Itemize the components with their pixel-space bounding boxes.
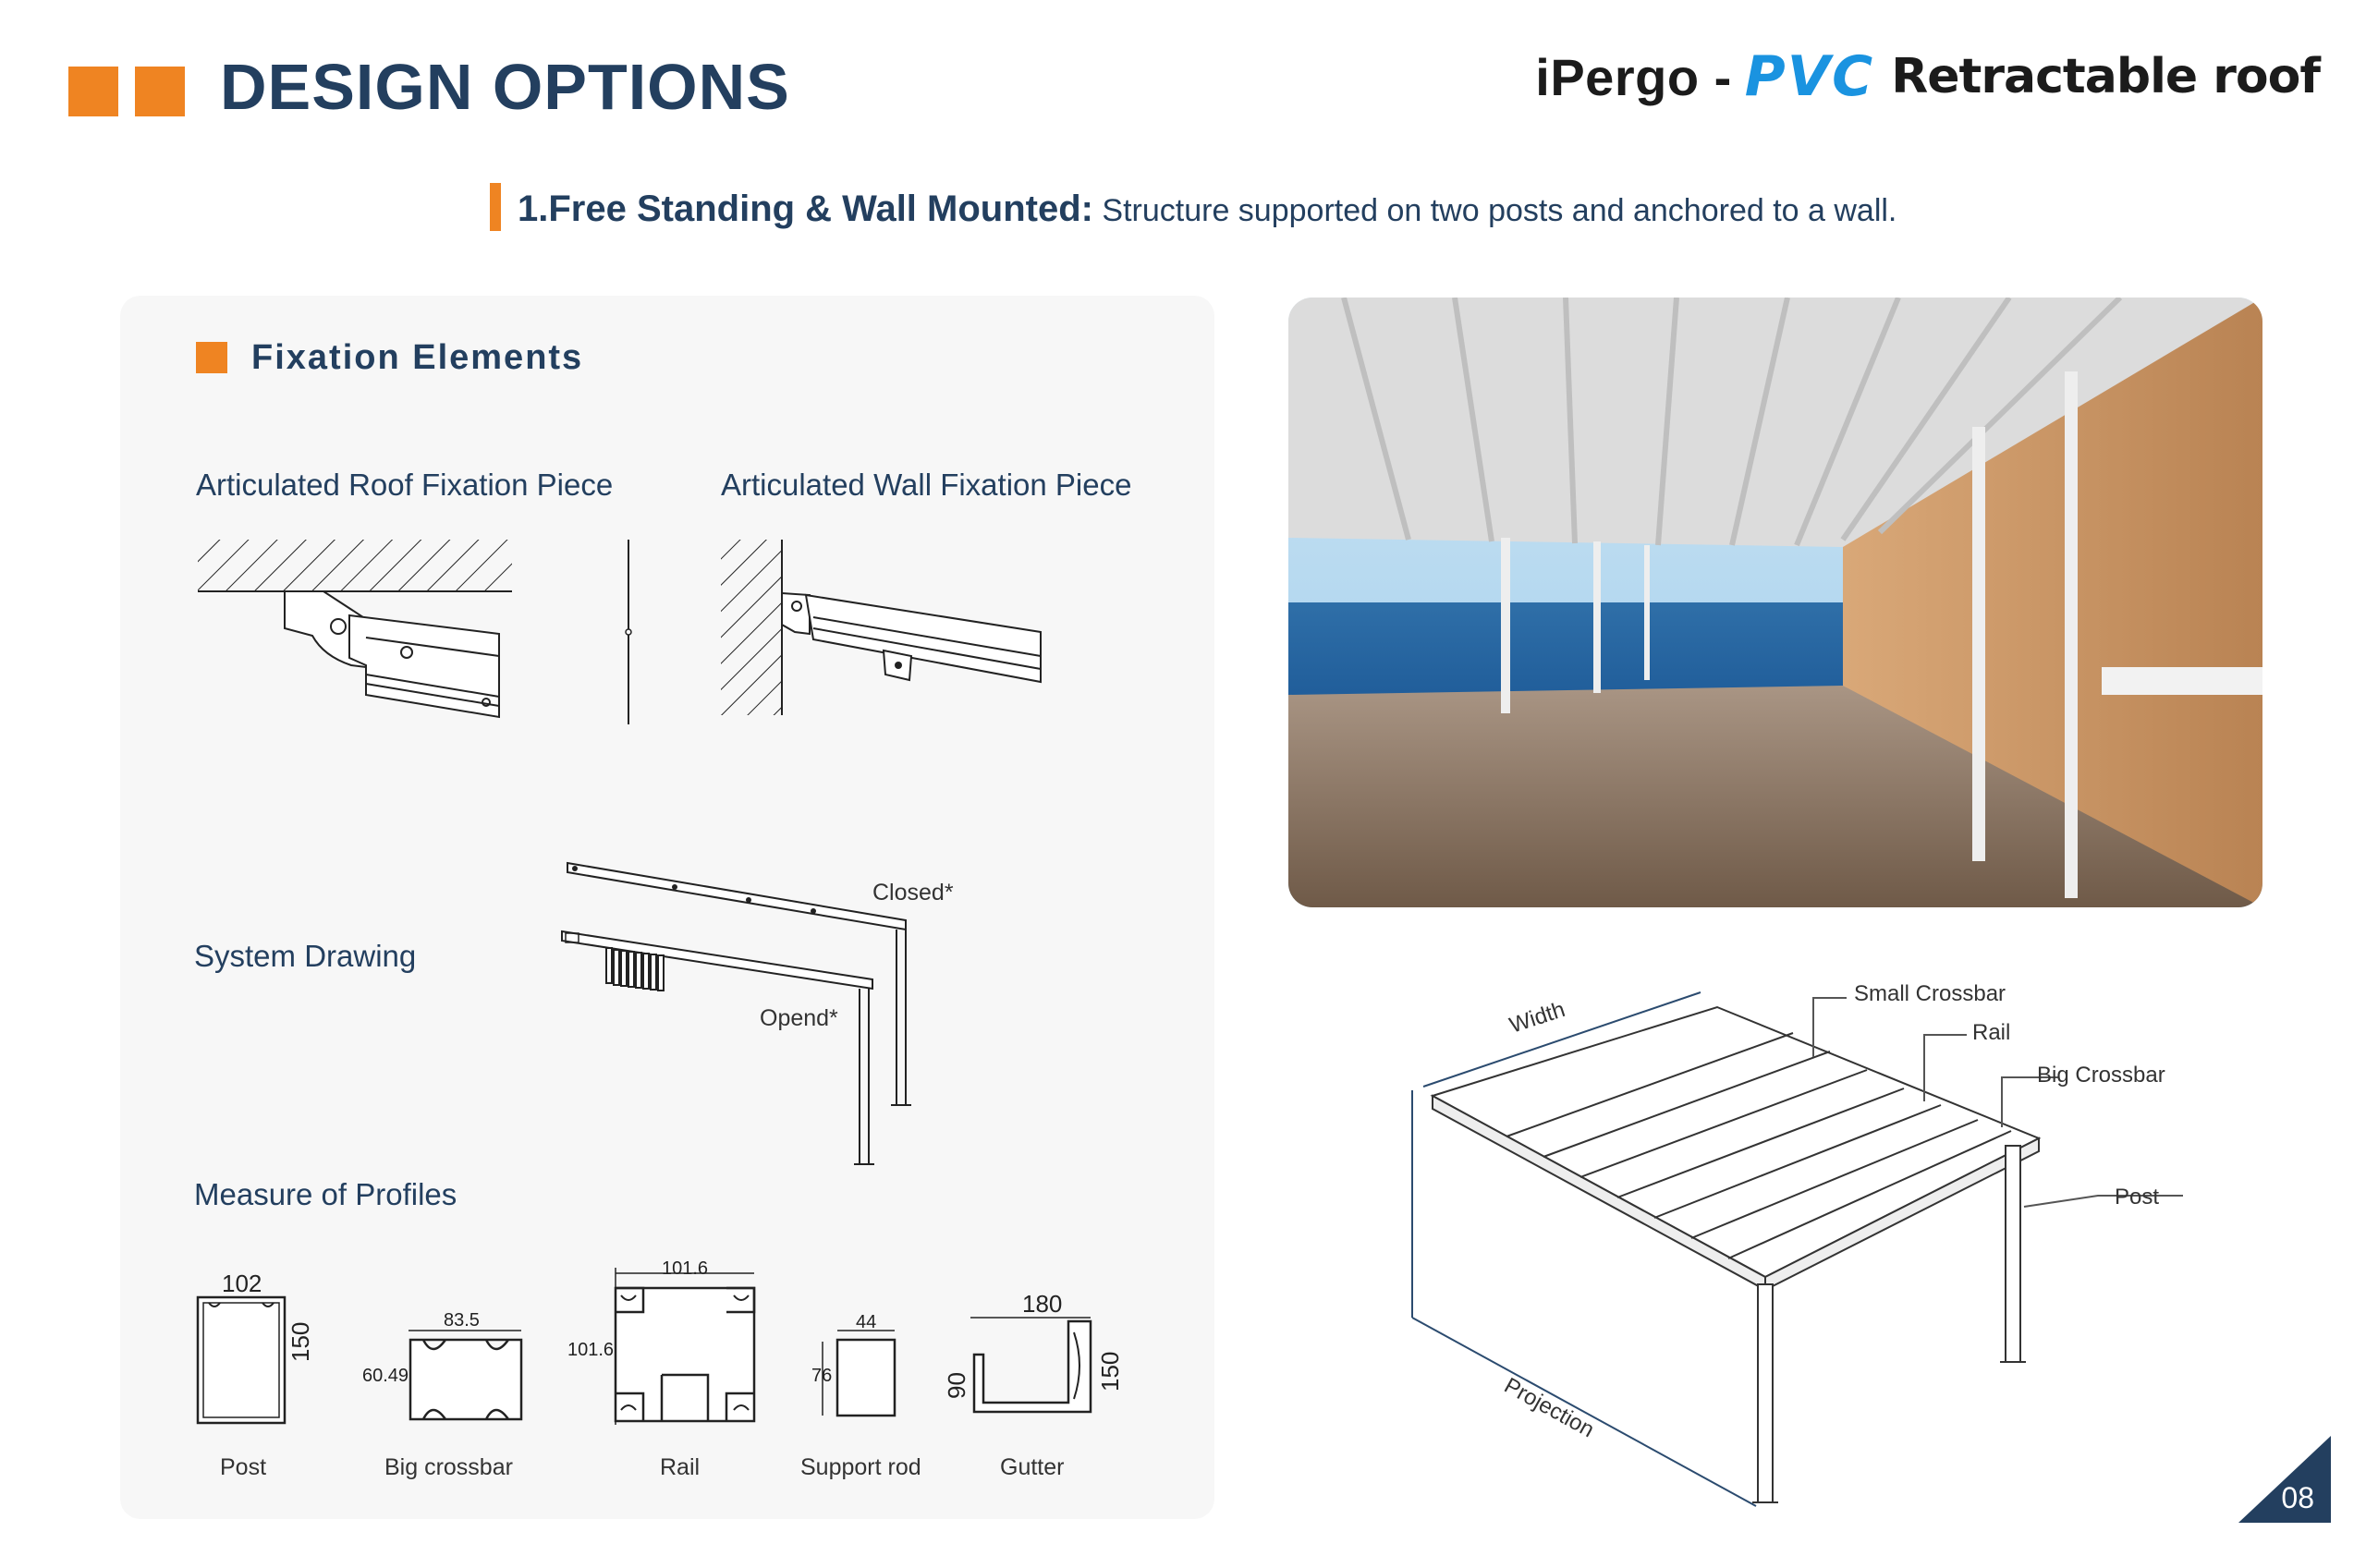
rod-width-dim: 44 [856, 1312, 877, 1332]
accent-square-2 [135, 67, 185, 116]
roof-fixation-drawing [194, 536, 656, 739]
rail-profile [606, 1268, 763, 1428]
option-marker [490, 183, 501, 231]
crossbar-width-dim: 83.5 [444, 1310, 480, 1331]
fixation-heading: Fixation Elements [251, 338, 584, 377]
wall-piece-label: Articulated Wall Fixation Piece [721, 468, 1132, 502]
post-label: Post [2115, 1185, 2160, 1209]
pergola-diagram [1396, 979, 2283, 1515]
option-lead: 1.Free Standing & Wall Mounted: [518, 188, 1093, 229]
crossbar-caption: Big crossbar [384, 1454, 513, 1480]
rod-height-dim: 76 [811, 1366, 833, 1386]
post-caption: Post [220, 1454, 267, 1480]
closed-label: Closed* [872, 880, 954, 906]
crossbar-profile [401, 1327, 531, 1427]
rod-caption: Support rod [800, 1454, 921, 1480]
brand-logo [1535, 44, 2320, 109]
measure-label: Measure of Profiles [194, 1177, 457, 1211]
system-drawing-label: System Drawing [194, 939, 417, 973]
wall-fixation-drawing [717, 536, 1068, 721]
small-crossbar-label: Small Crossbar [1854, 981, 2006, 1006]
projection-label: Projection [1499, 1373, 1599, 1443]
gutter-right-dim: 150 [1096, 1351, 1124, 1392]
big-crossbar-label: Big Crossbar [2037, 1063, 2165, 1088]
brand-pvc: PVC [1744, 44, 1875, 109]
post-width-dim: 102 [222, 1270, 262, 1297]
option-text: Structure supported on two posts and anchored to a wall. [1092, 193, 1897, 228]
section-marker [196, 342, 227, 373]
terrace-photo [1288, 298, 2262, 907]
rail-label: Rail [1972, 1020, 2011, 1045]
rail-height-dim: 101.6 [567, 1340, 615, 1360]
gutter-profile [961, 1314, 1100, 1425]
rail-width-dim: 101.6 [662, 1258, 709, 1279]
brand-suffix: Retractable roof [1891, 49, 2320, 104]
system-drawing [555, 859, 924, 1173]
page-number-badge [2238, 1436, 2331, 1523]
brand-prefix: iPergo - [1535, 47, 1732, 106]
opened-label: Opend* [760, 1005, 838, 1031]
gutter-left-dim: 90 [943, 1372, 970, 1399]
option-description [518, 188, 1896, 230]
rail-caption: Rail [660, 1454, 701, 1480]
terrace-photo-illustration [1288, 298, 2262, 907]
post-profile [190, 1294, 292, 1428]
post-height-dim: 150 [287, 1321, 314, 1362]
roof-piece-label: Articulated Roof Fixation Piece [196, 468, 614, 502]
gutter-width-dim: 180 [1022, 1290, 1063, 1318]
page-title: DESIGN OPTIONS [220, 51, 790, 123]
crossbar-height-dim: 60.49 [362, 1366, 409, 1386]
page-number: 08 [2281, 1481, 2314, 1514]
width-label: Width [1506, 997, 1568, 1039]
gutter-caption: Gutter [1000, 1454, 1065, 1480]
accent-square-1 [68, 67, 118, 116]
